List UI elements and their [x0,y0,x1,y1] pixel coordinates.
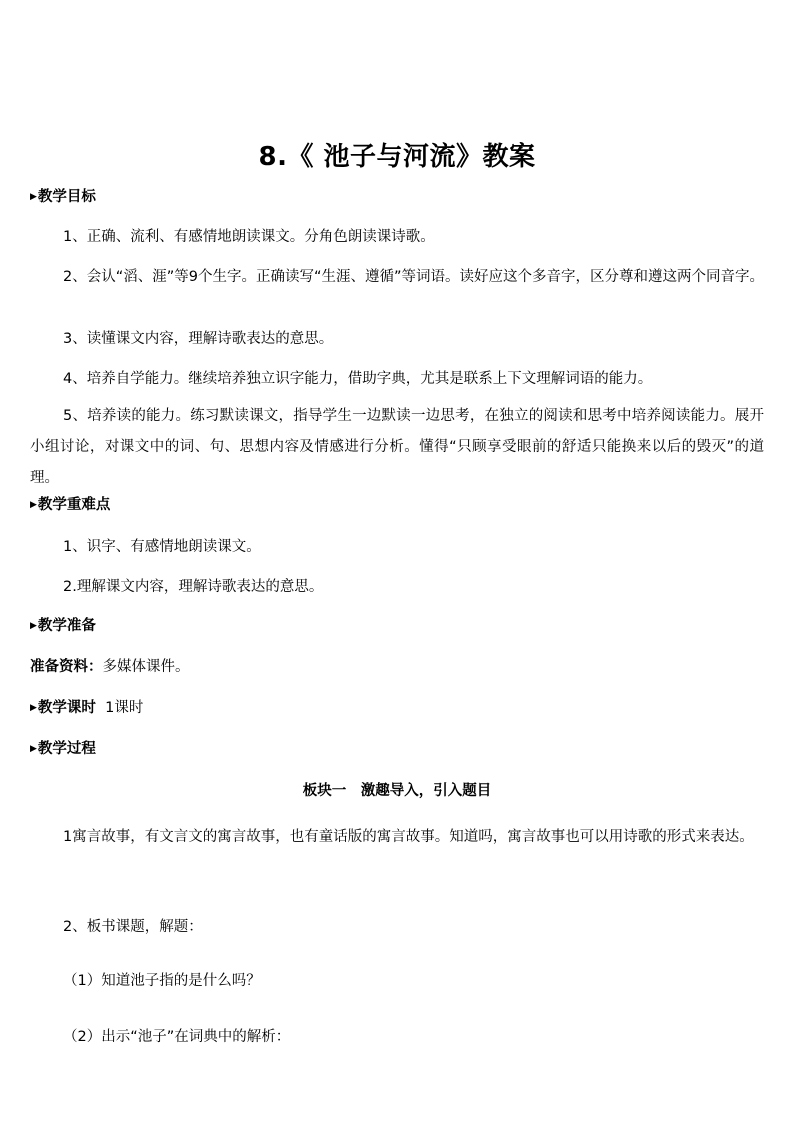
prep-value: 多媒体课件。 [102,659,190,675]
section-heading-prep [30,616,96,636]
goal-paragraph: 1、正确、流利、有感情地朗读课文。分角色朗读课诗歌。 [63,229,435,245]
hours-value: 1课时 [105,700,144,716]
prep-heading-text: 教学准备 [37,618,96,634]
section-heading-hours [30,698,143,718]
goal-paragraph: 2、会认“滔、涯”等9个生字。正确读写“生涯、遵循”等词语。读好应这个多音字，区分尊和遵这两个同音字。 [63,269,764,285]
page-title: 8.《 池子与河流》教案 [258,142,536,172]
section-heading-process [30,739,96,759]
bullet-triangle-icon: ▶ [30,703,37,713]
key-point-paragraph: 2.理解课文内容，理解诗歌表达的意思。 [63,579,324,595]
section-heading-goals [30,187,96,207]
process-heading-text: 教学过程 [37,741,96,757]
goal-paragraph: 3、读懂课文内容，理解诗歌表达的意思。 [63,331,334,347]
section-heading-key-points [30,495,110,515]
block-title: 板块一 激趣导入，引入题目 [302,783,492,799]
process-paragraph: 1寓言故事，有文言文的寓言故事，也有童话版的寓言故事。知道吗，寓言故事也可以用诗歌的形式来表达。 [63,829,754,845]
key-points-heading-text: 教学重难点 [37,497,111,513]
bullet-triangle-icon: ▶ [30,192,37,202]
process-paragraph: （1）知道池子指的是什么吗？ [63,973,261,989]
goal-paragraph: 5、培养读的能力。练习默读课文，指导学生一边默读一边思考，在独立的阅读和思考中培养阅读能力。展开小组讨论，对课文中的词、句、思想内容及情感进行分析。懂得“只顾享受眼前的舒适只能换来以后的毁灭”的道理。 [30,408,764,486]
bullet-triangle-icon: ▶ [30,744,37,754]
process-paragraph: 2、板书课题，解题： [63,919,203,935]
goal-paragraph: 4、培养自学能力。继续培养独立识字能力，借助字典，尤其是联系上下文理解词语的能力。 [63,371,653,387]
bullet-triangle-icon: ▶ [30,621,37,631]
goals-heading-text: 教学目标 [37,189,96,205]
prep-line [30,657,190,677]
bullet-triangle-icon: ▶ [30,500,37,510]
prep-label: 准备资料： [30,659,103,675]
hours-heading-text: 教学课时 [37,700,96,716]
process-paragraph: （2）出示“池子”在词典中的解析： [63,1029,291,1045]
key-point-paragraph: 1、识字、有感情地朗读课文。 [63,539,261,555]
